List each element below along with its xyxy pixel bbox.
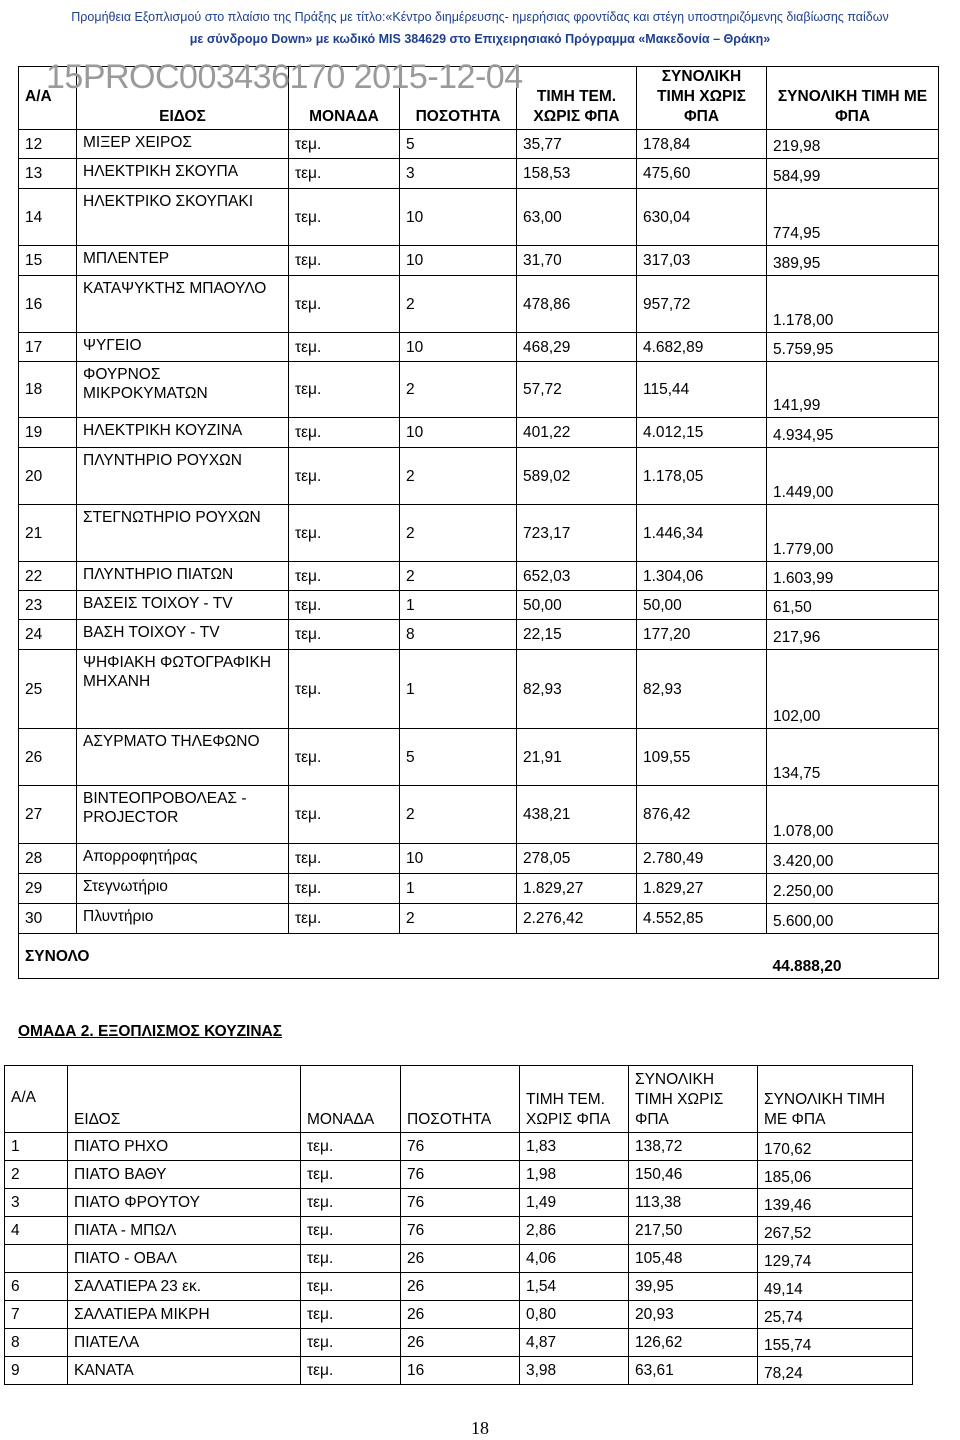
- table-row: [19, 418, 939, 448]
- table-header-row: [5, 1066, 913, 1133]
- cell-total-inc-vat: 155,74: [758, 1329, 913, 1357]
- header-item: ΕΙΔΟΣ: [77, 67, 289, 130]
- cell-item: ΑΣΥΡΜΑΤΟ ΤΗΛΕΦΩΝΟ: [77, 729, 289, 786]
- table-row: [19, 189, 939, 246]
- cell-total-ex-vat: 126,62: [629, 1329, 758, 1357]
- cell-qty: 5: [400, 729, 517, 786]
- table-row: [5, 1329, 913, 1357]
- cell-total-inc-vat: 134,75: [767, 729, 939, 786]
- cell-item: ΗΛΕΚΤΡΙΚΟ ΣΚΟΥΠΑΚΙ: [77, 189, 289, 246]
- cell-unit: τεμ.: [289, 874, 400, 904]
- cell-aa: 14: [19, 189, 77, 246]
- cell-aa: 2: [5, 1161, 68, 1189]
- cell-total-inc-vat: 61,50: [767, 591, 939, 620]
- cell-unit: τεμ.: [289, 786, 400, 844]
- cell-total-inc-vat: 5.759,95: [767, 333, 939, 362]
- header-unit: ΜΟΝΑΔΑ: [289, 67, 400, 130]
- cell-aa: 9: [5, 1357, 68, 1385]
- cell-unit-price: 401,22: [517, 418, 637, 448]
- cell-unit: τεμ.: [301, 1357, 401, 1385]
- cell-total-inc-vat: 185,06: [758, 1161, 913, 1189]
- cell-unit: τεμ.: [301, 1273, 401, 1301]
- header-unit-price: ΤΙΜΗ ΤΕΜ. ΧΩΡΙΣ ΦΠΑ: [520, 1066, 629, 1133]
- cell-unit: τεμ.: [301, 1217, 401, 1245]
- table-row: [19, 904, 939, 934]
- header-total-ex-vat: ΣΥΝΟΛΙΚΗ ΤΙΜΗ ΧΩΡΙΣ ΦΠΑ: [629, 1066, 758, 1133]
- cell-total-ex-vat: 876,42: [637, 786, 767, 844]
- cell-total-ex-vat: 1.446,34: [637, 505, 767, 562]
- cell-item: ΠΛΥΝΤΗΡΙΟ ΠΙΑΤΩΝ: [77, 562, 289, 591]
- table-row: [5, 1161, 913, 1189]
- cell-total-inc-vat: 267,52: [758, 1217, 913, 1245]
- cell-unit-price: 278,05: [517, 844, 637, 874]
- cell-unit-price: 468,29: [517, 333, 637, 362]
- table-row: [19, 620, 939, 650]
- cell-qty: 2: [400, 362, 517, 418]
- cell-unit: τεμ.: [289, 189, 400, 246]
- cell-total-ex-vat: 115,44: [637, 362, 767, 418]
- cell-unit: τεμ.: [289, 505, 400, 562]
- cell-total-ex-vat: 50,00: [637, 591, 767, 620]
- cell-aa: 6: [5, 1273, 68, 1301]
- cell-unit-price: 35,77: [517, 130, 637, 159]
- cell-total-ex-vat: 957,72: [637, 276, 767, 333]
- cell-unit: τεμ.: [289, 246, 400, 276]
- cell-unit: τεμ.: [289, 904, 400, 934]
- cell-unit-price: 478,86: [517, 276, 637, 333]
- cell-unit-price: 1,49: [520, 1189, 629, 1217]
- table-row: [5, 1217, 913, 1245]
- cell-total-inc-vat: 78,24: [758, 1357, 913, 1385]
- section-title: ΟΜΑΔΑ 2. ΕΞΟΠΛΙΣΜΟΣ ΚΟΥΖΙΝΑΣ: [18, 1023, 283, 1040]
- cell-qty: 26: [401, 1245, 520, 1273]
- cell-qty: 2: [400, 276, 517, 333]
- cell-item: ΒΑΣΗ ΤΟΙΧΟΥ - TV: [77, 620, 289, 650]
- cell-total-ex-vat: 20,93: [629, 1301, 758, 1329]
- cell-aa: 20: [19, 448, 77, 505]
- cell-item: ΜΙΞΕΡ ΧΕΙΡΟΣ: [77, 130, 289, 159]
- cell-aa: 26: [19, 729, 77, 786]
- cell-unit-price: 63,00: [517, 189, 637, 246]
- cell-total-inc-vat: 129,74: [758, 1245, 913, 1273]
- cell-total-ex-vat: 39,95: [629, 1273, 758, 1301]
- cell-item: ΣΤΕΓΝΩΤΗΡΙΟ ΡΟΥΧΩΝ: [77, 505, 289, 562]
- cell-unit: τεμ.: [289, 276, 400, 333]
- cell-qty: 1: [400, 650, 517, 729]
- cell-item: Πλυντήριο: [77, 904, 289, 934]
- cell-unit: τεμ.: [289, 159, 400, 189]
- cell-qty: 2: [400, 786, 517, 844]
- table-row: [19, 874, 939, 904]
- cell-qty: 1: [400, 874, 517, 904]
- cell-item: ΦΟΥΡΝΟΣ ΜΙΚΡΟΚΥΜΑΤΩΝ: [77, 362, 289, 418]
- cell-unit-price: 2,86: [520, 1217, 629, 1245]
- header-item: ΕΙΔΟΣ: [68, 1066, 301, 1133]
- cell-total-ex-vat: 177,20: [637, 620, 767, 650]
- cell-unit-price: 723,17: [517, 505, 637, 562]
- cell-total-ex-vat: 138,72: [629, 1133, 758, 1161]
- cell-unit-price: 82,93: [517, 650, 637, 729]
- cell-aa: 1: [5, 1133, 68, 1161]
- cell-unit: τεμ.: [289, 729, 400, 786]
- table-row: [5, 1301, 913, 1329]
- table-row: [19, 333, 939, 362]
- cell-aa: 15: [19, 246, 77, 276]
- table-row: [19, 786, 939, 844]
- total-value: 44.888,20: [767, 934, 939, 979]
- cell-unit: τεμ.: [289, 591, 400, 620]
- table-row: [19, 650, 939, 729]
- cell-item: Απορροφητήρας: [77, 844, 289, 874]
- cell-total-inc-vat: 774,95: [767, 189, 939, 246]
- cell-total-ex-vat: 1.304,06: [637, 562, 767, 591]
- cell-total-ex-vat: 109,55: [637, 729, 767, 786]
- cell-unit: τεμ.: [289, 650, 400, 729]
- cell-total-inc-vat: 1.779,00: [767, 505, 939, 562]
- cell-unit-price: 22,15: [517, 620, 637, 650]
- cell-aa: 25: [19, 650, 77, 729]
- table-row: [19, 448, 939, 505]
- cell-item: ΚΑΤΑΨΥΚΤΗΣ ΜΠΑΟΥΛΟ: [77, 276, 289, 333]
- cell-total-ex-vat: 217,50: [629, 1217, 758, 1245]
- table-row: [19, 130, 939, 159]
- cell-aa: 27: [19, 786, 77, 844]
- cell-item: ΒΙΝΤΕΟΠΡΟΒΟΛΕΑΣ - PROJECTOR: [77, 786, 289, 844]
- cell-total-ex-vat: 4.682,89: [637, 333, 767, 362]
- header-qty: ΠΟΣΟΤΗΤΑ: [401, 1066, 520, 1133]
- cell-unit-price: 21,91: [517, 729, 637, 786]
- cell-item: Στεγνωτήριο: [77, 874, 289, 904]
- cell-unit-price: 1,83: [520, 1133, 629, 1161]
- cell-unit-price: 1.829,27: [517, 874, 637, 904]
- cell-total-inc-vat: 5.600,00: [767, 904, 939, 934]
- cell-total-inc-vat: 217,96: [767, 620, 939, 650]
- cell-total-inc-vat: 1.603,99: [767, 562, 939, 591]
- cell-unit: τεμ.: [289, 418, 400, 448]
- cell-qty: 8: [400, 620, 517, 650]
- cell-item: ΠΛΥΝΤΗΡΙΟ ΡΟΥΧΩΝ: [77, 448, 289, 505]
- cell-unit-price: 158,53: [517, 159, 637, 189]
- table-total-row: [19, 934, 939, 979]
- cell-total-ex-vat: 150,46: [629, 1161, 758, 1189]
- cell-item: ΨΥΓΕΙΟ: [77, 333, 289, 362]
- cell-unit: τεμ.: [289, 620, 400, 650]
- table-row: [5, 1133, 913, 1161]
- cell-qty: 1: [400, 591, 517, 620]
- cell-total-ex-vat: 82,93: [637, 650, 767, 729]
- cell-unit-price: 4,06: [520, 1245, 629, 1273]
- table-row: [19, 362, 939, 418]
- header-qty: ΠΟΣΟΤΗΤΑ: [400, 67, 517, 130]
- cell-item: ΠΙΑΤΟ - ΟΒΑΛ: [68, 1245, 301, 1273]
- table-row: [19, 246, 939, 276]
- cell-unit-price: 4,87: [520, 1329, 629, 1357]
- cell-qty: 26: [401, 1329, 520, 1357]
- cell-qty: 2: [400, 904, 517, 934]
- cell-unit: τεμ.: [289, 844, 400, 874]
- cell-unit: τεμ.: [289, 562, 400, 591]
- cell-item: ΣΑΛΑΤΙΕΡΑ 23 εκ.: [68, 1273, 301, 1301]
- cell-item: ΗΛΕΚΤΡΙΚΗ ΚΟΥΖΙΝΑ: [77, 418, 289, 448]
- cell-unit: τεμ.: [289, 362, 400, 418]
- cell-total-inc-vat: 25,74: [758, 1301, 913, 1329]
- cell-item: ΠΙΑΤΕΛΑ: [68, 1329, 301, 1357]
- cell-qty: 76: [401, 1189, 520, 1217]
- cell-total-ex-vat: 4.012,15: [637, 418, 767, 448]
- table-row: [19, 591, 939, 620]
- cell-total-ex-vat: 630,04: [637, 189, 767, 246]
- cell-aa: 3: [5, 1189, 68, 1217]
- table-row: [19, 562, 939, 591]
- cell-aa: 18: [19, 362, 77, 418]
- cell-aa: 28: [19, 844, 77, 874]
- cell-unit-price: 50,00: [517, 591, 637, 620]
- cell-aa: 21: [19, 505, 77, 562]
- header-total-ex-vat: ΣΥΝΟΛΙΚΗ ΤΙΜΗ ΧΩΡΙΣ ΦΠΑ: [637, 67, 767, 130]
- cell-aa: 7: [5, 1301, 68, 1329]
- cell-item: ΠΙΑΤΟ ΦΡΟΥΤΟΥ: [68, 1189, 301, 1217]
- cell-unit-price: 2.276,42: [517, 904, 637, 934]
- cell-item: ΚΑΝΑΤΑ: [68, 1357, 301, 1385]
- table-row: [5, 1245, 913, 1273]
- document-stamp: 15PROC003436170 2015-12-04: [46, 58, 523, 96]
- cell-item: ΠΙΑΤΑ - ΜΠΩΛ: [68, 1217, 301, 1245]
- cell-total-ex-vat: 4.552,85: [637, 904, 767, 934]
- cell-qty: 76: [401, 1161, 520, 1189]
- cell-qty: 26: [401, 1273, 520, 1301]
- cell-unit-price: 438,21: [517, 786, 637, 844]
- cell-unit-price: 3,98: [520, 1357, 629, 1385]
- cell-total-inc-vat: 4.934,95: [767, 418, 939, 448]
- cell-unit: τεμ.: [289, 448, 400, 505]
- cell-aa: 30: [19, 904, 77, 934]
- cell-item: ΨΗΦΙΑΚΗ ΦΩΤΟΓΡΑΦΙΚΗ ΜΗΧΑΝΗ: [77, 650, 289, 729]
- cell-qty: 10: [400, 333, 517, 362]
- cell-aa: 29: [19, 874, 77, 904]
- cell-unit: τεμ.: [289, 130, 400, 159]
- cell-total-inc-vat: 2.250,00: [767, 874, 939, 904]
- table-row: [19, 844, 939, 874]
- cell-aa: 13: [19, 159, 77, 189]
- cell-total-inc-vat: 3.420,00: [767, 844, 939, 874]
- table-row: [19, 276, 939, 333]
- equipment-table-2: [4, 1065, 913, 1385]
- cell-item: ΗΛΕΚΤΡΙΚΗ ΣΚΟΥΠΑ: [77, 159, 289, 189]
- cell-total-inc-vat: 389,95: [767, 246, 939, 276]
- cell-item: ΠΙΑΤΟ ΡΗΧΟ: [68, 1133, 301, 1161]
- cell-qty: 10: [400, 844, 517, 874]
- cell-unit-price: 57,72: [517, 362, 637, 418]
- cell-unit-price: 1,98: [520, 1161, 629, 1189]
- cell-total-ex-vat: 1.178,05: [637, 448, 767, 505]
- cell-total-inc-vat: 139,46: [758, 1189, 913, 1217]
- cell-aa: 4: [5, 1217, 68, 1245]
- cell-total-ex-vat: 63,61: [629, 1357, 758, 1385]
- header-line-1: Προμήθεια Εξοπλισμού στο πλαίσιο της Πράξης με τίτλο:«Κέντρο διημέρευσης- ημερήσιας φροντίδας και στέγη υποστηριζόμενης διαβίωσης παίδων: [71, 10, 889, 24]
- cell-unit-price: 31,70: [517, 246, 637, 276]
- table-row: [5, 1273, 913, 1301]
- cell-total-ex-vat: 1.829,27: [637, 874, 767, 904]
- cell-aa: 19: [19, 418, 77, 448]
- cell-total-ex-vat: 2.780,49: [637, 844, 767, 874]
- cell-aa: 17: [19, 333, 77, 362]
- cell-item: ΒΑΣΕΙΣ ΤΟΙΧΟΥ - TV: [77, 591, 289, 620]
- cell-unit-price: 1,54: [520, 1273, 629, 1301]
- cell-unit: τεμ.: [301, 1189, 401, 1217]
- cell-qty: 2: [400, 505, 517, 562]
- cell-unit: τεμ.: [301, 1161, 401, 1189]
- cell-item: ΜΠΛΕΝΤΕΡ: [77, 246, 289, 276]
- header-line-2: με σύνδρομο Down» με κωδικό MIS 384629 στο Επιχειρησιακό Πρόγραμμα «Μακεδονία – Θράκη»: [189, 32, 771, 46]
- cell-total-inc-vat: 584,99: [767, 159, 939, 189]
- cell-unit: τεμ.: [289, 333, 400, 362]
- cell-total-ex-vat: 105,48: [629, 1245, 758, 1273]
- cell-qty: 10: [400, 418, 517, 448]
- cell-qty: 2: [400, 562, 517, 591]
- cell-total-inc-vat: 1.178,00: [767, 276, 939, 333]
- cell-qty: 3: [400, 159, 517, 189]
- cell-total-inc-vat: 1.449,00: [767, 448, 939, 505]
- header-unit-price: ΤΙΜΗ ΤΕΜ. ΧΩΡΙΣ ΦΠΑ: [517, 67, 637, 130]
- cell-qty: 10: [400, 189, 517, 246]
- cell-total-inc-vat: 141,99: [767, 362, 939, 418]
- cell-aa: 8: [5, 1329, 68, 1357]
- cell-item: ΣΑΛΑΤΙΕΡΑ ΜΙΚΡΗ: [68, 1301, 301, 1329]
- table-row: [19, 505, 939, 562]
- cell-unit-price: 652,03: [517, 562, 637, 591]
- cell-unit-price: 589,02: [517, 448, 637, 505]
- cell-total-inc-vat: 49,14: [758, 1273, 913, 1301]
- cell-unit: τεμ.: [301, 1133, 401, 1161]
- table-row: [19, 159, 939, 189]
- table-row: [5, 1357, 913, 1385]
- equipment-table-1: [18, 66, 939, 979]
- total-label: ΣΥΝΟΛΟ: [19, 934, 289, 979]
- cell-qty: 76: [401, 1133, 520, 1161]
- cell-qty: 16: [401, 1357, 520, 1385]
- cell-total-inc-vat: 102,00: [767, 650, 939, 729]
- header-unit: ΜΟΝΑΔΑ: [301, 1066, 401, 1133]
- cell-unit: τεμ.: [301, 1329, 401, 1357]
- cell-total-ex-vat: 178,84: [637, 130, 767, 159]
- cell-total-inc-vat: 1.078,00: [767, 786, 939, 844]
- cell-qty: 2: [400, 448, 517, 505]
- cell-item: ΠΙΑΤΟ ΒΑΘΥ: [68, 1161, 301, 1189]
- cell-aa: 24: [19, 620, 77, 650]
- cell-unit: τεμ.: [301, 1245, 401, 1273]
- cell-qty: 10: [400, 246, 517, 276]
- cell-total-inc-vat: 170,62: [758, 1133, 913, 1161]
- cell-total-ex-vat: 113,38: [629, 1189, 758, 1217]
- table-row: [5, 1189, 913, 1217]
- cell-aa: [5, 1245, 68, 1273]
- cell-qty: 26: [401, 1301, 520, 1329]
- total-spacer: [289, 934, 767, 979]
- header-total-inc-vat: ΣΥΝΟΛΙΚΗ ΤΙΜΗ ΜΕ ΦΠΑ: [758, 1066, 913, 1133]
- cell-aa: 12: [19, 130, 77, 159]
- table-row: [19, 729, 939, 786]
- cell-unit: τεμ.: [301, 1301, 401, 1329]
- cell-total-ex-vat: 317,03: [637, 246, 767, 276]
- cell-aa: 16: [19, 276, 77, 333]
- cell-aa: 23: [19, 591, 77, 620]
- cell-total-ex-vat: 475,60: [637, 159, 767, 189]
- cell-qty: 76: [401, 1217, 520, 1245]
- cell-unit-price: 0,80: [520, 1301, 629, 1329]
- cell-total-inc-vat: 219,98: [767, 130, 939, 159]
- header-aa: Α/Α: [19, 67, 77, 130]
- header-total-inc-vat: ΣΥΝΟΛΙΚΗ ΤΙΜΗ ΜΕ ΦΠΑ: [767, 67, 939, 130]
- table-header-row: [19, 67, 939, 130]
- header-aa: Α/Α: [5, 1066, 68, 1133]
- cell-qty: 5: [400, 130, 517, 159]
- document-header: [0, 6, 960, 50]
- cell-aa: 22: [19, 562, 77, 591]
- page-number: 18: [471, 1418, 489, 1438]
